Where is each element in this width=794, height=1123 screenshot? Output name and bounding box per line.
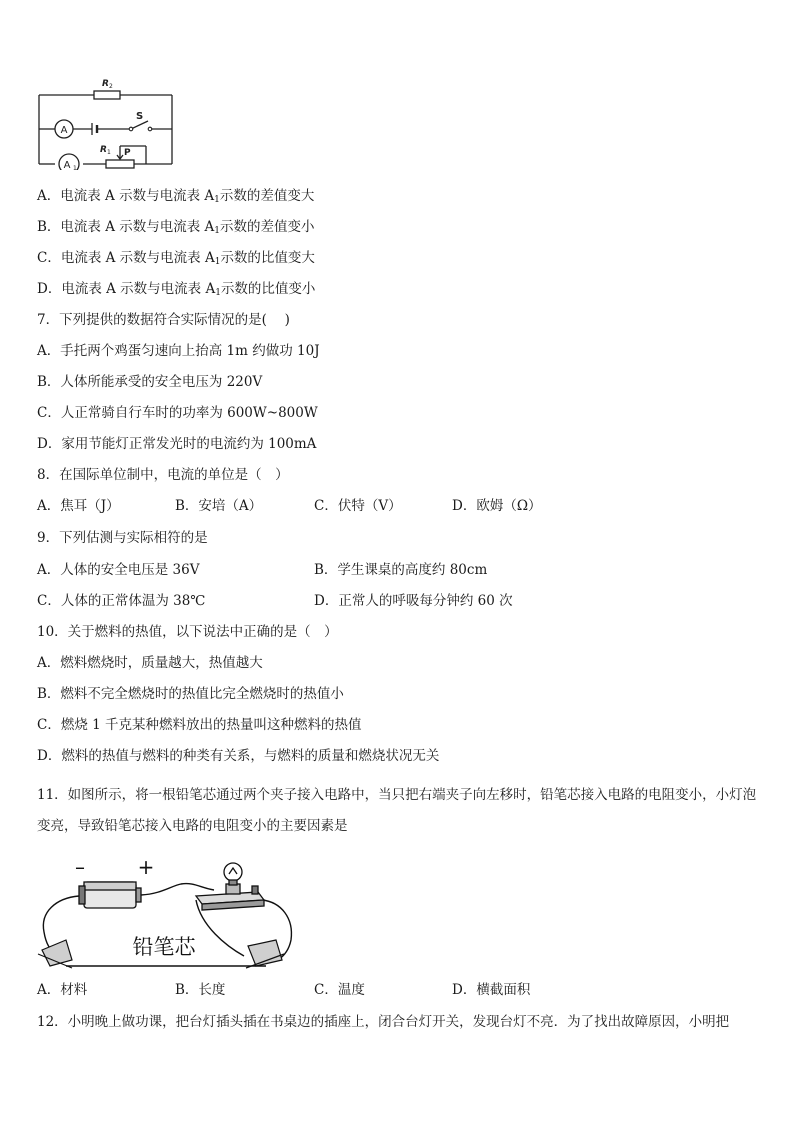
ammeter-a-label: A [60,125,68,136]
light-bulb-icon [224,863,242,885]
circuit-diagram [36,74,178,170]
r2-sub: 2 [109,83,113,90]
switch-contacts [129,127,152,131]
q9-option-b: B．学生课桌的高度约 80cm [314,562,488,578]
left-clip-icon [38,940,72,968]
minus-sign: – [75,856,85,879]
q8-option-d: D．欧姆（Ω） [452,498,542,514]
ammeter-a1-sub: 1 [73,165,77,170]
ammeter-a1-label: A [63,160,71,170]
r2-label: R [102,79,109,89]
q10-stem: 10．关于燃料的热值，以下说法中正确的是（ ） [37,624,338,640]
q7-option-c: C．人正常骑自行车时的功率为 600W~800W [37,405,318,421]
q9-option-c: C．人体的正常体温为 38℃ [37,593,206,609]
q12-stem: 12．小明晚上做功课，把台灯插头插在书桌边的插座上，闭合台灯开关，发现台灯不亮．为了找出故障原因，小明把 [37,1014,730,1030]
q6-option-d: D．电流表 A 示数与电流表 $A_1$示数的比值变小 [37,281,316,298]
r1-sub: 1 [107,149,111,156]
q7-option-b: B．人体所能承受的安全电压为 220V [37,374,263,390]
plus-sign: + [137,856,155,879]
q9-option-d: D．正常人的呼吸每分钟约 60 次 [314,593,513,609]
q7-option-d: D．家用节能灯正常发光时的电流约为 100mA [37,436,317,452]
q7-stem: 7．下列提供的数据符合实际情况的是( ) [37,312,290,328]
ammeter-a1-icon [59,154,79,170]
q8-option-a: A．焦耳（J） [37,498,120,514]
q7-option-a: A．手托两个鸡蛋匀速向上抬高 1m 约做功 10J [37,343,320,359]
ammeter-a-icon [55,120,73,138]
pencil-lead-label: 铅笔芯 [132,935,196,959]
q10-option-d: D．燃料的热值与燃料的种类有关系，与燃料的质量和燃烧状况无关 [37,748,440,764]
q10-option-c: C．燃烧 1 千克某种燃料放出的热量叫这种燃料的热值 [37,717,362,733]
slider-label: P [124,148,131,158]
switch-label: S [136,111,144,122]
q11-option-c: C．温度 [314,982,365,998]
q6-option-c: C．电流表 A 示数与电流表 $A_1$示数的比值变大 [37,250,315,267]
q11-option-d: D．横截面积 [452,982,531,998]
q8-option-b: B．安培（A） [175,498,263,514]
r1-label: R [100,145,107,155]
q10-option-a: A．燃料燃烧时，质量越大，热值越大 [37,655,263,671]
q6-option-b: B．电流表 A 示数与电流表 $A_1$示数的差值变小 [37,219,315,236]
q8-stem: 8．在国际单位制中，电流的单位是（ ） [37,467,289,483]
pencil-lead-circuit-figure [36,856,298,972]
q11-option-b: B．长度 [175,982,226,998]
q9-stem: 9．下列估测与实际相符的是 [37,530,208,546]
right-clip-icon [246,940,284,968]
q9-option-a: A．人体的安全电压是 36V [37,562,200,578]
battery-icon [79,882,141,908]
q11-stem: 11．如图所示，将一根铅笔芯通过两个夹子接入电路中，当只把右端夹子向左移时，铅笔芯接入电路的电阻变小，小灯泡变亮，导致铅笔芯接入电路的电阻变小的主要因素是 [37,787,757,834]
q10-option-b: B．燃料不完全燃烧时的热值比完全燃烧时的热值小 [37,686,344,702]
q8-option-c: C．伏特（V） [314,498,402,514]
q6-option-a: A．电流表 A 示数与电流表 $A_1$示数的差值变大 [37,188,315,205]
q11-option-a: A．材料 [37,982,88,998]
